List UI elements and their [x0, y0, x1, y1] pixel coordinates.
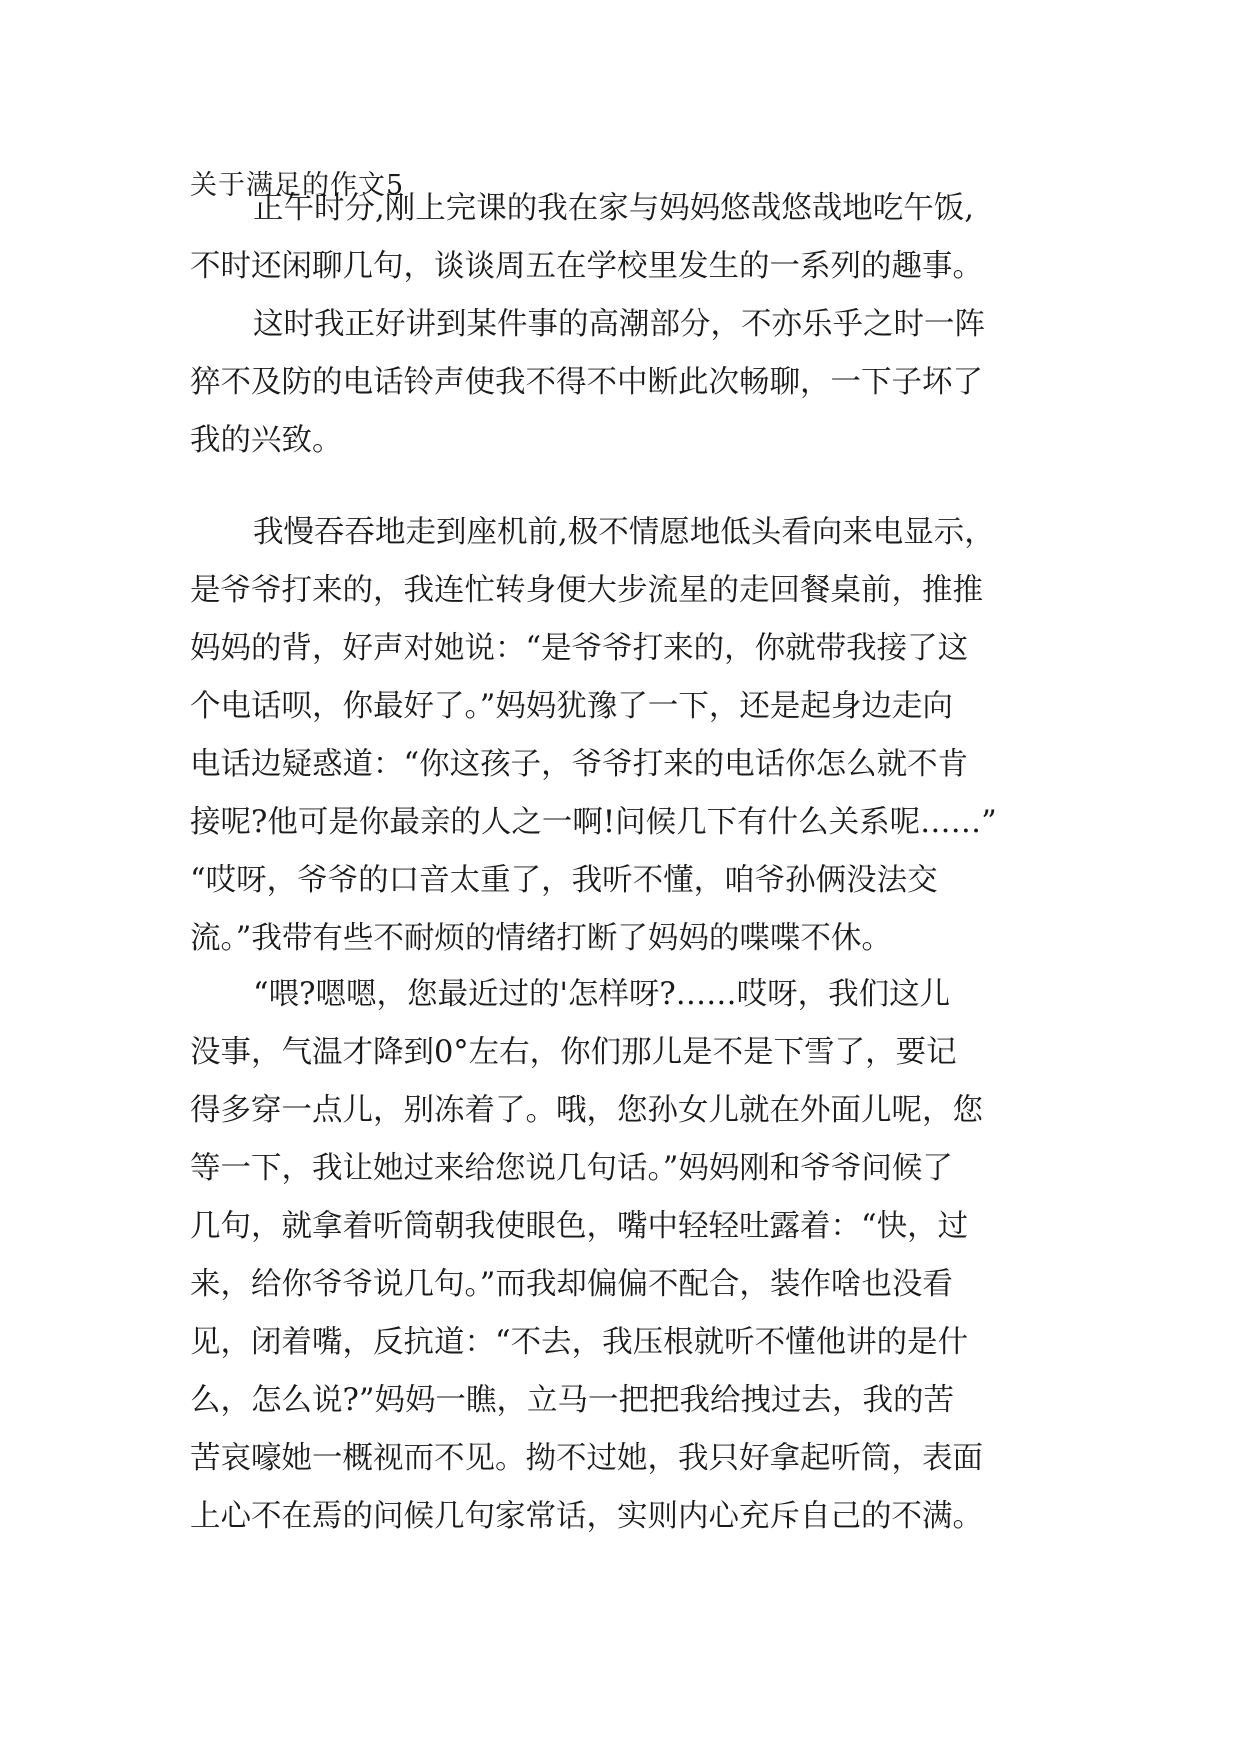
paragraph-line: 电话边疑惑道：“你这孩子，爷爷打来的电话你怎么就不肯	[190, 747, 969, 782]
paragraph-line: 流。”我带有些不耐烦的情绪打断了妈妈的喋喋不休。	[190, 921, 892, 956]
paragraph-line: “哎呀，爷爷的口音太重了，我听不懂，咱爷孙俩没法交	[190, 863, 938, 898]
paragraph-line: 见，闭着嘴，反抗道：“不去，我压根就听不懂他讲的是什	[190, 1325, 969, 1360]
paragraph-line: 么，怎么说?”妈妈一瞧，立马一把把我给拽过去，我的苦	[190, 1383, 954, 1418]
paragraph-line: 这时我正好讲到某件事的高潮部分，不亦乐乎之时一阵	[253, 307, 985, 342]
paragraph-1	[190, 180, 1090, 296]
paragraph-line: 个电话呗，你最好了。”妈妈犹豫了一下，还是起身边走向	[190, 689, 953, 724]
paragraph-line: 来，给你爷爷说几句。”而我却偏偏不配合，装作啥也没看	[190, 1267, 953, 1302]
document-title: 关于满足的作文5	[190, 170, 405, 201]
paragraph-4	[190, 966, 1090, 1546]
paragraph-line: 我慢吞吞地走到座机前,极不情愿地低头看向来电显示，	[253, 515, 995, 550]
paragraph-line: 猝不及防的电话铃声使我不得不中断此次畅聊，一下子坏了	[190, 365, 983, 400]
paragraph-line: 我的兴致。	[190, 423, 343, 458]
paragraph-line: 苦哀嚎她一概视而不见。拗不过她，我只好拿起听筒，表面	[190, 1441, 983, 1476]
paragraph-line: 是爷爷打来的，我连忙转身便大步流星的走回餐桌前，推推	[190, 573, 983, 608]
paragraph-line: 等一下，我让她过来给您说几句话。”妈妈刚和爷爷问候了	[190, 1151, 953, 1186]
paragraph-line: 接呢?他可是你最亲的人之一啊!问候几下有什么关系呢……”	[190, 805, 997, 840]
paragraph-line: 得多穿一点儿，别冻着了。哦，您孙女儿就在外面儿呢，您	[190, 1093, 983, 1128]
paragraph-line: 没事，气温才降到0°左右，你们那儿是不是下雪了，要记	[190, 1035, 957, 1070]
paragraph-line: 几句，就拿着听筒朝我使眼色，嘴中轻轻吐露着：“快，过	[190, 1209, 969, 1244]
paragraph-line: 上心不在焉的问候几句家常话，实则内心充斥自己的不满。	[190, 1499, 983, 1534]
paragraph-line: 不时还闲聊几句，谈谈周五在学校里发生的一系列的趣事。	[190, 249, 983, 284]
paragraph-line: 妈妈的背，好声对她说：“是爷爷打来的，你就带我接了这	[190, 631, 969, 666]
paragraph-line: “喂?嗯嗯，您最近过的'怎样呀?……哎呀，我们这儿	[253, 977, 951, 1012]
paragraph-2	[190, 296, 1090, 470]
paragraph-line: 正午时分,刚上完课的我在家与妈妈悠哉悠哉地吃午饭,	[253, 191, 974, 226]
paragraph-3	[190, 504, 1090, 968]
